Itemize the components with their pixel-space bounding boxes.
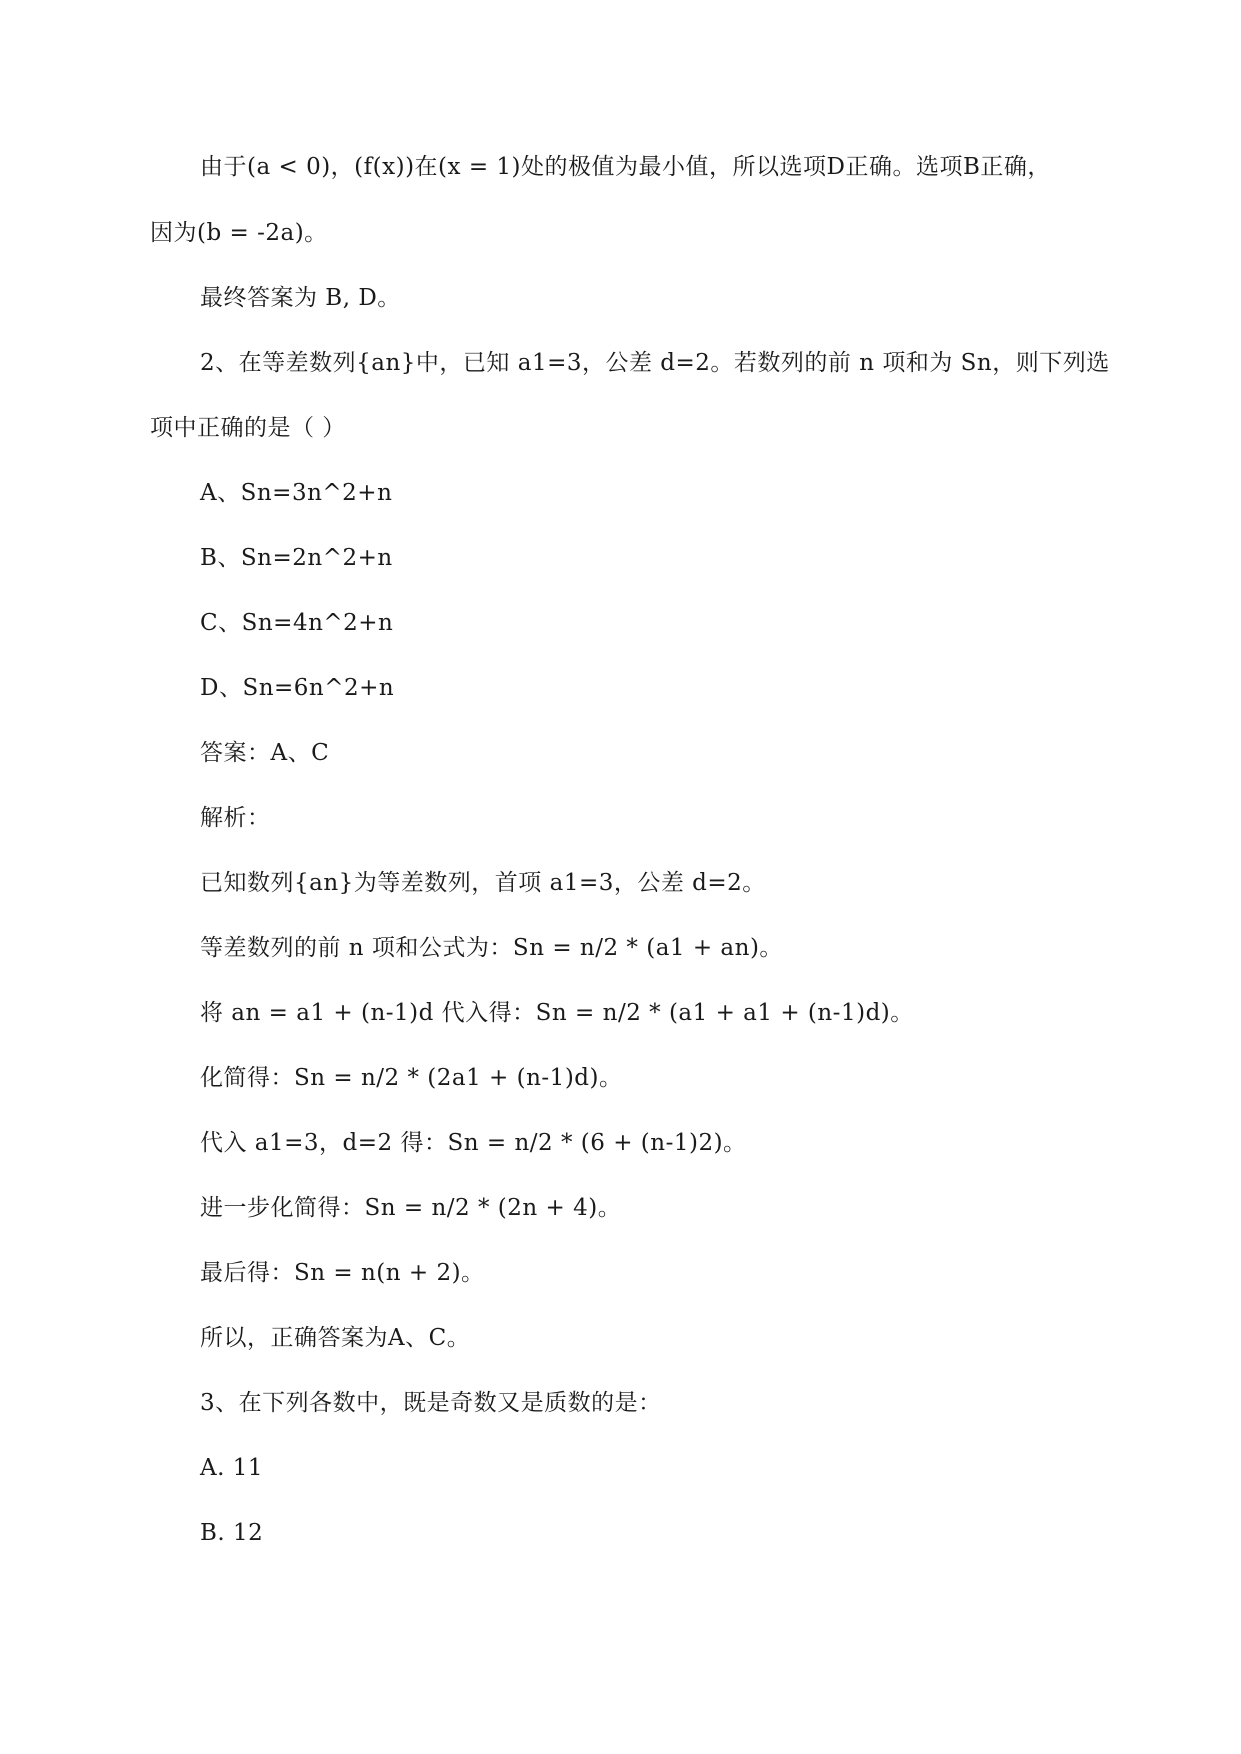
analysis-line: 进一步化简得：Sn = n/2 * (2n + 4)。 <box>200 1195 622 1221</box>
option-b: B、Sn=2n^2+n <box>200 545 393 571</box>
analysis-heading: 解析： <box>200 805 271 831</box>
analysis-line: 代入 a1=3，d=2 得：Sn = n/2 * (6 + (n-1)2)。 <box>200 1130 747 1156</box>
option-b: B. 12 <box>200 1520 264 1546</box>
analysis-line: 化简得：Sn = n/2 * (2a1 + (n-1)d)。 <box>200 1065 623 1091</box>
analysis-line: 已知数列{an}为等差数列，首项 a1=3，公差 d=2。 <box>200 870 766 896</box>
analysis-line: 将 an = a1 + (n-1)d 代入得：Sn = n/2 * (a1 + a1 + (n-1)d)。 <box>200 1000 914 1026</box>
analysis-line: 等差数列的前 n 项和公式为：Sn = n/2 * (a1 + an)。 <box>200 935 783 961</box>
option-c: C、Sn=4n^2+n <box>200 610 394 636</box>
option-a: A、Sn=3n^2+n <box>200 480 393 506</box>
paragraph-line: 由于(a < 0)，(f(x))在(x = 1)处的极值为最小值，所以选项D正确。选项B正确， <box>200 154 1051 180</box>
question-3-stem: 3、在下列各数中，既是奇数又是质数的是： <box>200 1390 662 1416</box>
option-d: D、Sn=6n^2+n <box>200 675 395 701</box>
final-answer-line: 最终答案为 B, D。 <box>200 285 401 311</box>
answer-line: 答案：A、C <box>200 740 330 766</box>
conclusion-line: 所以，正确答案为A、C。 <box>200 1325 471 1351</box>
option-a: A. 11 <box>200 1455 263 1481</box>
question-2-stem-continued: 项中正确的是（ ） <box>150 415 346 441</box>
question-2-stem: 2、在等差数列{an}中，已知 a1=3，公差 d=2。若数列的前 n 项和为 Sn，则下列选 <box>200 350 1110 376</box>
paragraph-line: 因为(b = -2a)。 <box>150 220 328 246</box>
analysis-line: 最后得：Sn = n(n + 2)。 <box>200 1260 485 1286</box>
